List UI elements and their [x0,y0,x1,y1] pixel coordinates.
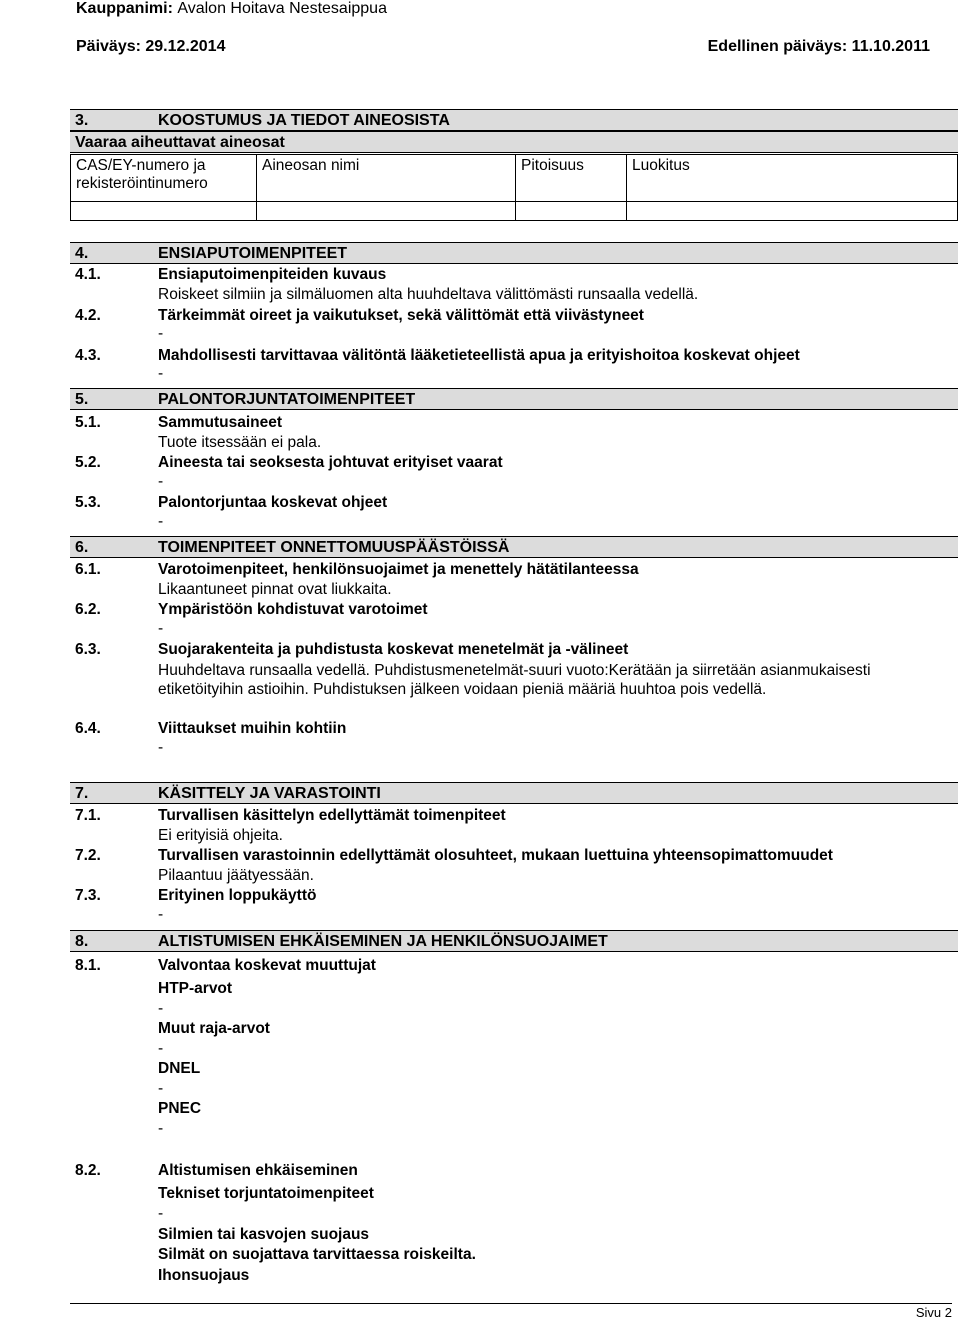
date-line [76,38,930,56]
item-text: - [158,325,164,342]
section-number: 3. [75,112,89,129]
table-row [71,202,958,221]
trade-label: Kauppanimi: [76,0,173,17]
item-title: Varotoimenpiteet, henkilönsuojaimet ja menettely hätätilanteessa [158,561,639,578]
section-4-header [70,242,958,264]
item-title: Aineesta tai seoksesta johtuvat erityiset vaarat [158,454,503,471]
section-5-header [70,388,958,410]
item-number: 8.1. [75,957,101,974]
subheading: PNEC [158,1100,202,1117]
item-title: Sammutusaineet [158,414,283,431]
item-number: 8.2. [75,1162,101,1179]
table-header-cell: Luokitus [627,155,958,202]
item-text: Huuhdeltava runsaalla vedellä. Puhdistusmenetelmät-suuri vuoto:Kerätään ja siirretään asianmukaisesti etiketöityihin astioihin. Puhdistuksen jälkeen voidaan pieniä määriä huuhtoa pois vedellä. [158,662,871,698]
item-number: 7.2. [75,847,101,864]
page-number: Sivu 2 [915,1305,952,1320]
item-number: 7.1. [75,807,101,824]
item-text: - [158,739,164,756]
item-text: - [158,906,164,923]
section-title: TOIMENPITEET ONNETTOMUUSPÄÄSTÖISSÄ [158,539,510,556]
section-3-header [70,109,958,131]
item-title: Mahdollisesti tarvittavaa välitöntä lääketieteellistä apua ja erityishoitoa koskevat ohjeet [158,347,800,364]
item-title: Turvallisen käsittelyn edellyttämät toimenpiteet [158,807,506,824]
item-title: Viittaukset muihin kohtiin [158,720,347,737]
subheading: Tekniset torjuntatoimenpiteet [158,1185,374,1202]
composition-table [70,154,958,221]
item-text: Roiskeet silmiin ja silmäluomen alta huuhdeltava välittömästi runsaalla vedellä. [158,286,699,303]
value-text: - [158,1000,164,1017]
table-header-cell: Aineosan nimi [257,155,516,202]
value-text: - [158,1120,164,1137]
subheading: Ihonsuojaus [158,1267,250,1284]
item-text: Ei erityisiä ohjeita. [158,827,283,844]
item-number: 5.3. [75,494,101,511]
item-number: 6.3. [75,641,101,658]
subheading: Muut raja-arvot [158,1020,270,1037]
section-7-header [70,782,958,804]
item-text: - [158,365,164,382]
item-text: Pilaantuu jäätyessään. [158,867,314,884]
item-title: Suojarakenteita ja puhdistusta koskevat menetelmät ja -välineet [158,641,629,658]
trade-name-line [76,0,930,18]
section-number: 8. [75,933,89,950]
item-title: Valvontaa koskevat muuttujat [158,957,376,974]
item-title: Tärkeimmät oireet ja vaikutukset, sekä välittömät että viivästyneet [158,307,644,324]
previous-date: Edellinen päiväys: 11.10.2011 [707,38,930,55]
section-number: 5. [75,391,89,408]
item-number: 6.1. [75,561,101,578]
section-title: ALTISTUMISEN EHKÄISEMINEN JA HENKILÖNSUOJAIMET [158,933,608,950]
date: Päiväys: 29.12.2014 [76,38,226,55]
section-title: KOOSTUMUS JA TIEDOT AINEOSISTA [158,112,450,129]
item-title: Turvallisen varastoinnin edellyttämät olosuhteet, mukaan luettuina yhteensopimattomuudet [158,847,833,864]
value-text: - [158,1205,164,1222]
item-number: 4.1. [75,266,101,283]
item-text: - [158,620,164,637]
section-title: ENSIAPUTOIMENPITEET [158,245,348,262]
section-6-header [70,536,958,558]
section-3-subheader [70,131,958,153]
item-text: - [158,513,164,530]
section-title: KÄSITTELY JA VARASTOINTI [158,785,381,802]
item-title: Erityinen loppukäyttö [158,887,317,904]
section-number: 6. [75,539,89,556]
item-text: - [158,473,164,490]
subsection-title: Vaaraa aiheuttavat aineosat [75,134,285,151]
trade-name: Avalon Hoitava Nestesaippua [177,0,387,17]
item-title: Palontorjuntaa koskevat ohjeet [158,494,388,511]
section-8-header [70,930,958,952]
value-text: - [158,1040,164,1057]
section-number: 4. [75,245,89,262]
table-header-row [71,155,958,202]
value-text: Silmät on suojattava tarvittaessa roiskeilta. [158,1246,476,1263]
item-number: 4.3. [75,347,101,364]
subheading: DNEL [158,1060,201,1077]
item-title: Ympäristöön kohdistuvat varotoimet [158,601,428,618]
subheading: Silmien tai kasvojen suojaus [158,1226,370,1243]
table-header-cell: Pitoisuus [516,155,627,202]
item-number: 6.2. [75,601,101,618]
item-title: Altistumisen ehkäiseminen [158,1162,358,1179]
item-number: 7.3. [75,887,101,904]
item-title: Ensiaputoimenpiteiden kuvaus [158,266,387,283]
footer-rule [70,1303,952,1304]
section-title: PALONTORJUNTATOIMENPITEET [158,391,416,408]
section-number: 7. [75,785,89,802]
value-text: - [158,1080,164,1097]
item-number: 4.2. [75,307,101,324]
item-number: 5.2. [75,454,101,471]
table-header-cell: CAS/EY-numero ja rekisteröintinumero [71,155,257,202]
subheading: HTP-arvot [158,980,233,997]
item-number: 5.1. [75,414,101,431]
item-text: Tuote itsessään ei pala. [158,434,322,451]
item-text: Likaantuneet pinnat ovat liukkaita. [158,581,392,598]
item-number: 6.4. [75,720,101,737]
